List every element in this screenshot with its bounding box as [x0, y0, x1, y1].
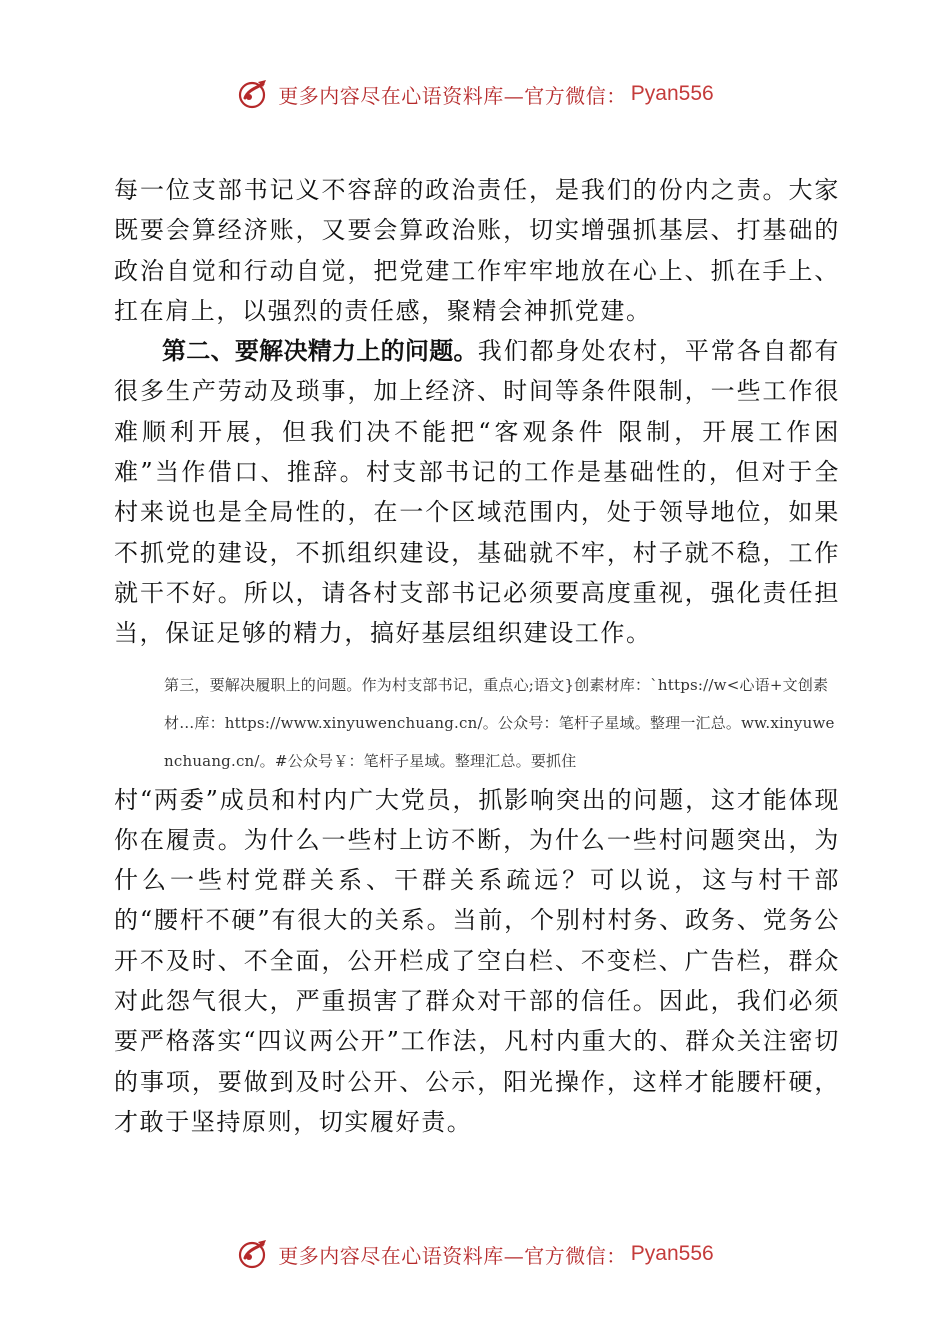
- document-body: [114, 170, 840, 1142]
- paragraph-2: [114, 331, 840, 653]
- logo-icon: [236, 1236, 272, 1272]
- footer-watermark: [0, 1234, 950, 1274]
- paragraph-3: 村“两委”成员和村内广大党员，抓影响突出的问题，这才能体现你在履责。为什么一些村上访不断，为什么一些村问题突出，为什么一些村党群关系、干群关系疏远？可以说，这与村干部的“腰杆不硬”有很大的关系。当前，个别村村务、政务、党务公开不及时、不全面，公开栏成了空白栏、不变栏、广告栏，群众对此怨气很大，严重损害了群众对干部的信任。因此，我们必须要严格落实“四议两公开”工作法，凡村内重大的、群众关注密切的事项，要做到及时公开、公示，阳光操作，这样才能腰杆硬，才敢于坚持原则，切实履好责。: [114, 785, 840, 1136]
- footer-watermark-text: 更多内容尽在心语资料库—官方微信：: [278, 1243, 627, 1268]
- header-wechat-id: Pyan556: [630, 82, 714, 105]
- footer-wechat-id: Pyan556: [630, 1242, 714, 1265]
- logo-icon: [236, 76, 272, 112]
- header-watermark-text: 更多内容尽在心语资料库—官方微信：: [278, 83, 627, 108]
- paragraph-2-text: 我们都身处农村，平常各自都有很多生产劳动及琐事，加上经济、时间等条件限制，一些工作很难顺利开展，但我们决不能把“客观条件 限制，开展工作困难”当作借口、推辞。村支部书记的工作是基础性的，但对于全村来说也是全局性的，在一个区域范围内，处于领导地位，如果不抓党的建设，不抓组织建设，基础就不牢，村子就不稳，工作就干不好。所以，请各村支部书记必须要高度重视，强化责任担当，保证足够的精力，搞好基层组织建设工作。: [114, 337, 840, 648]
- paragraph-1: 每一位支部书记义不容辞的政治责任，是我们的份内之责。大家既要会算经济账，又要会算政治账，切实增强抓基层、打基础的政治自觉和行动自觉，把党建工作牢牢地放在心上、抓在手上、扛在肩上，以强烈的责任感，聚精会神抓党建。: [114, 176, 840, 325]
- paragraph-2-heading: 第二、要解决精力上的问题。: [162, 337, 478, 366]
- inserted-note: 第三，要解决履职上的问题。作为村支部书记，重点心;语文}创素材库：`https://w<心语+文创素材…库：https://www.xinyuwenchuang.cn/。公众号：笔杆子星域。整理一汇总。ww.xinyuwenchuang.cn/。#公众号￥：笔杆子星域。整理汇总。要抓住: [164, 675, 835, 770]
- header-watermark: [0, 74, 950, 114]
